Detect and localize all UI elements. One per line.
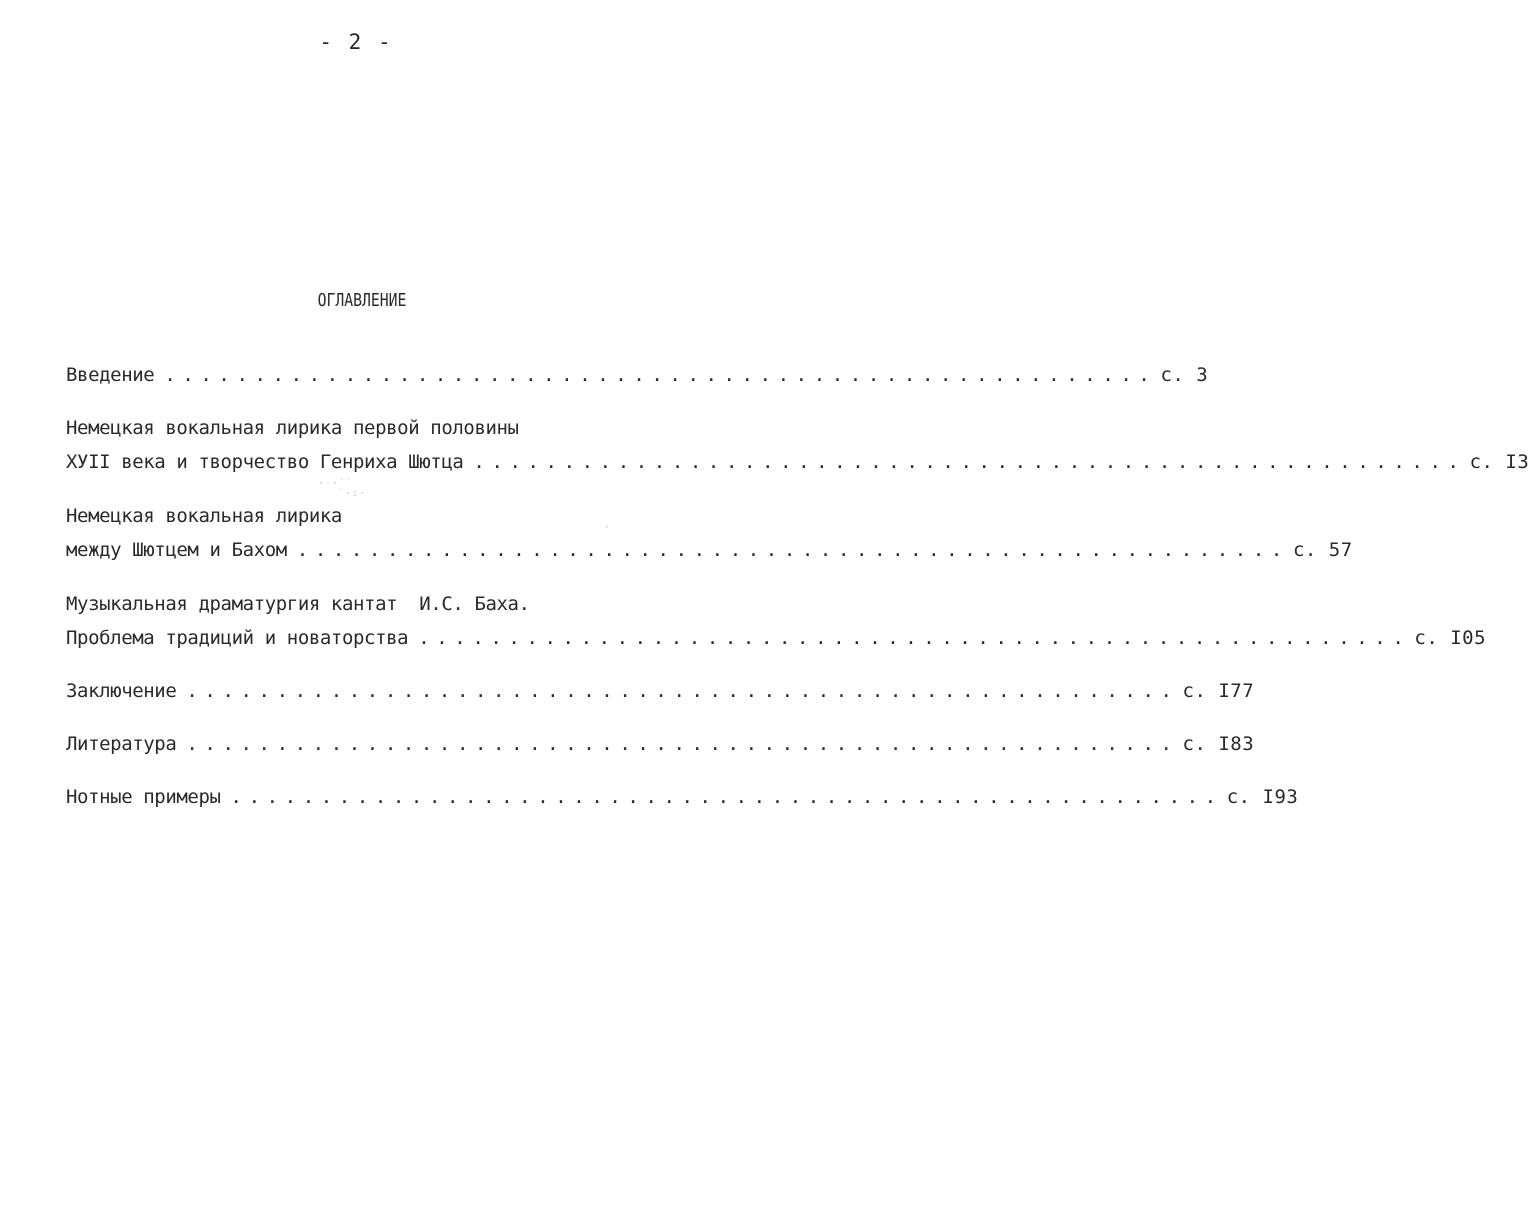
- scan-noise: ˙·:·: [338, 488, 367, 499]
- toc-line: [66, 621, 1487, 655]
- dot-leader: .......................................................: [230, 786, 1223, 808]
- toc-line: [66, 727, 1255, 761]
- dot-leader: .......................................................: [296, 539, 1289, 561]
- toc-line: [66, 780, 1299, 814]
- dot-leader: .......................................................: [186, 733, 1179, 755]
- dot-leader: .......................................................: [473, 451, 1466, 473]
- dot-leader: .......................................................: [418, 627, 1411, 649]
- toc-entry-page: с. I83: [1182, 733, 1255, 755]
- toc-entry-page: с. I3: [1469, 451, 1529, 473]
- toc-entry-page: с. I93: [1226, 786, 1299, 808]
- toc-entry-title: Литература: [66, 733, 177, 755]
- toc-entry-title: Немецкая вокальная лирика первой половины: [66, 417, 519, 439]
- toc-entry-bach-cantatas[interactable]: [66, 587, 1487, 655]
- toc-entry-literature[interactable]: [66, 727, 1255, 761]
- toc-line: [66, 674, 1255, 708]
- toc-entry-title-continued: между Шютцем и Бахом: [66, 539, 287, 561]
- toc-entry-title: Заключение: [66, 680, 177, 702]
- page-number: - 2 -: [319, 30, 393, 54]
- toc-line: [66, 499, 726, 533]
- table-of-contents: [66, 358, 1529, 814]
- toc-line: [66, 445, 1529, 479]
- toc-title: ОГЛАВЛЕНИЕ: [317, 290, 407, 311]
- toc-entry-page: с. 57: [1292, 539, 1353, 561]
- toc-line: [66, 533, 1353, 567]
- toc-entry-page: с. I77: [1182, 680, 1255, 702]
- toc-entry-title-continued: ХУII века и творчество Генриха Шютца: [66, 451, 464, 473]
- toc-entry-title: Немецкая вокальная лирика: [66, 505, 342, 527]
- toc-entry-conclusion[interactable]: [66, 674, 1255, 708]
- toc-line: [66, 358, 1209, 392]
- dot-leader: .......................................................: [186, 680, 1179, 702]
- toc-entry-title-continued: Проблема традиций и новаторства: [66, 627, 409, 649]
- dot-leader: .......................................................: [164, 364, 1157, 386]
- toc-entry-title: Введение: [66, 364, 155, 386]
- toc-entry-title: Нотные примеры: [66, 786, 221, 808]
- scan-noise: ·: [604, 522, 612, 533]
- toc-entry-music-examples[interactable]: [66, 780, 1299, 814]
- toc-entry-page: с. 3: [1160, 364, 1209, 386]
- toc-entry-between-schutz-bach[interactable]: [66, 499, 1353, 567]
- toc-entry-page: с. I05: [1414, 627, 1487, 649]
- scan-noise: · ·˙˙: [318, 478, 354, 489]
- toc-entry-introduction[interactable]: [66, 358, 1209, 392]
- toc-entry-title: Музыкальная драматургия кантат И.С. Баха.: [66, 593, 530, 615]
- toc-line: [66, 411, 726, 445]
- toc-line: [66, 587, 726, 621]
- toc-entry-schutz[interactable]: [66, 411, 1529, 479]
